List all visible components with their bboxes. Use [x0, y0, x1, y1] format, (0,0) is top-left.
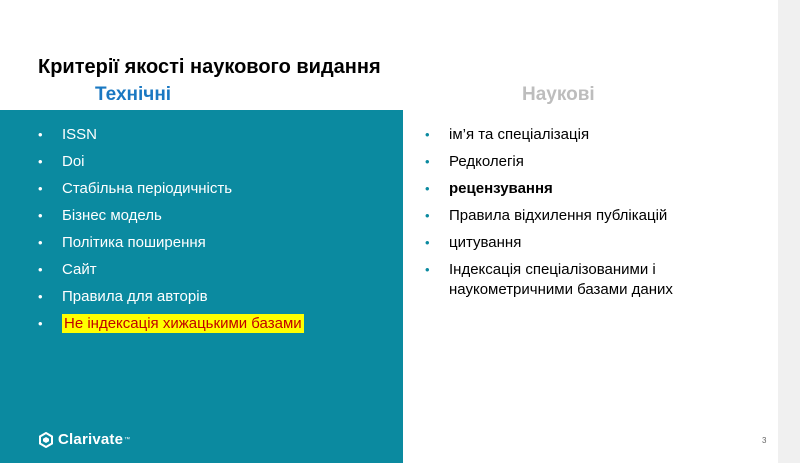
list-item-label: рецензування [449, 180, 553, 197]
list-item-label: ім’я та спеціалізація [449, 126, 590, 143]
bullet-icon: • [425, 127, 430, 142]
list-item-label: Сайт [62, 261, 97, 278]
bullet-icon: • [38, 127, 43, 142]
clarivate-logo-icon [38, 432, 54, 448]
list-item [425, 233, 755, 260]
list-item [38, 260, 304, 287]
clarivate-logo [38, 431, 130, 448]
list-item-label: Політика поширення [62, 234, 206, 251]
list-item [38, 287, 304, 314]
bullet-icon: • [425, 208, 430, 223]
technical-criteria-list [38, 125, 304, 341]
scientific-criteria-list [425, 125, 755, 300]
list-item-label: Індексація спеціалізованими і наукометричними базами даних [449, 261, 673, 298]
page-number: 3 [762, 436, 767, 445]
bullet-icon: • [38, 154, 43, 169]
bullet-icon: • [425, 181, 430, 196]
list-item [38, 179, 304, 206]
list-item-label: цитування [449, 234, 522, 251]
list-item-label: Бізнес модель [62, 207, 162, 224]
list-item [38, 233, 304, 260]
bullet-icon: • [38, 235, 43, 250]
bullet-icon: • [38, 181, 43, 196]
list-item-label: Стабільна періодичність [62, 180, 233, 197]
list-item [38, 152, 304, 179]
bullet-icon: • [425, 235, 430, 250]
list-item [425, 206, 755, 233]
logo-text: Clarivate [58, 431, 124, 448]
list-item [425, 125, 755, 152]
bullet-icon: • [425, 262, 430, 277]
scientific-heading: Наукові [522, 84, 595, 105]
technical-heading: Технічні [95, 84, 172, 105]
highlighted-item-label: Не індексація хижацькими базами [64, 315, 302, 332]
list-item-label: Doi [62, 153, 85, 170]
bullet-icon: • [425, 154, 430, 169]
list-item [425, 179, 755, 206]
window-edge [778, 0, 800, 463]
list-item [38, 125, 304, 152]
list-item-label: Редколегія [449, 153, 524, 170]
list-item-label: ISSN [62, 126, 98, 143]
list-item [38, 314, 304, 341]
bullet-icon: • [38, 262, 43, 277]
list-item-label: Правила для авторів [62, 288, 208, 305]
bullet-icon: • [38, 316, 43, 331]
list-item [38, 206, 304, 233]
bullet-icon: • [38, 289, 43, 304]
slide-title: Критерії якості наукового видання [38, 56, 381, 78]
logo-trademark: ™ [124, 436, 131, 443]
list-item-label: Правила відхилення публікацій [449, 207, 668, 224]
list-item [425, 260, 755, 300]
list-item [425, 152, 755, 179]
bullet-icon: • [38, 208, 43, 223]
